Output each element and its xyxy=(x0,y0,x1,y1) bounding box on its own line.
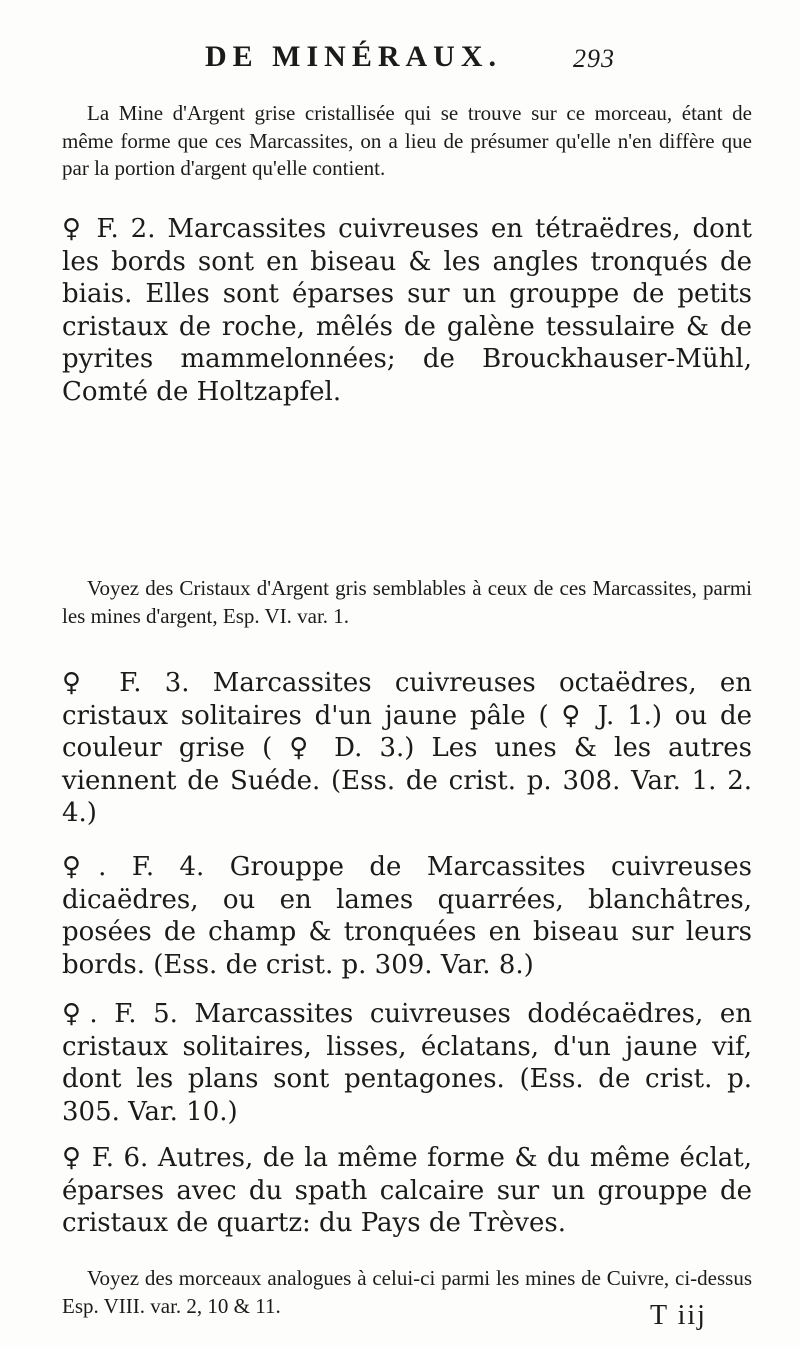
paragraph-see-also-2 xyxy=(62,1265,752,1320)
paragraph-item-3 xyxy=(62,667,752,830)
paragraph-text: ♀. F. 5. Marcassites cuivreuses dodécaëdres, en cristaux solitaires, lisses, éclatans, d'un jaune vif, dont les plans sont pentagones. (Ess. de crist. p. 305. Var. 10.) xyxy=(62,999,752,1127)
signature-mark: T iij xyxy=(650,1300,707,1331)
paragraph-see-also-1 xyxy=(62,575,752,630)
paragraph-text: ♀ F. 6. Autres, de la même forme & du même éclat, éparses avec du spath calcaire sur un grouppe de cristaux de quartz: du Pays de Trèves. xyxy=(62,1143,752,1238)
paragraph-item-2 xyxy=(62,213,752,408)
paragraph-item-6 xyxy=(62,1142,752,1240)
paragraph-text: La Mine d'Argent grise cristallisée qui se trouve sur ce morceau, étant de même forme que ces Marcassites, on a lieu de présumer qu'elle n'en diffère que par la portion d'argent qu'elle contient. xyxy=(62,101,752,180)
paragraph-item-4 xyxy=(62,851,752,981)
paragraph-text: Voyez des morceaux analogues à celui-ci parmi les mines de Cuivre, ci-dessus Esp. VIII. var. 2, 10 & 11. xyxy=(62,1266,752,1318)
paragraph-text: ♀. F. 4. Grouppe de Marcassites cuivreuses dicaëdres, ou en lames quarrées, blanchâtres, posées de champ & tronquées en biseau sur leurs bords. (Ess. de crist. p. 309. Var. 8.) xyxy=(62,852,752,980)
paragraph-text: Voyez des Cristaux d'Argent gris semblables à ceux de ces Marcassites, parmi les mines d'argent, Esp. VI. var. 1. xyxy=(62,576,752,628)
page-number: 293 xyxy=(573,44,615,73)
paragraph-intro xyxy=(62,100,752,183)
paragraph-text: ♀ F. 3. Marcassites cuivreuses octaëdres, en cristaux solitaires d'un jaune pâle ( ♀ J. 1.) ou de couleur grise ( ♀ D. 3.) Les unes & les autres viennent de Suéde. (Ess. de crist. p. 308. Var. 1. 2. 4.) xyxy=(62,668,752,828)
running-head-title: DE MINÉRAUX. xyxy=(205,40,502,73)
running-head xyxy=(205,40,615,90)
paragraph-item-5 xyxy=(62,998,752,1128)
paragraph-text: ♀ F. 2. Marcassites cuivreuses en tétraëdres, dont les bords sont en biseau & les angles tronqués de biais. Elles sont éparses sur un grouppe de petits cristaux de roche, mêlés de galène tessulaire & de pyrites mammelonnées; de Brouckhauser-Mühl, Comté de Holtzapfel. xyxy=(62,214,752,407)
